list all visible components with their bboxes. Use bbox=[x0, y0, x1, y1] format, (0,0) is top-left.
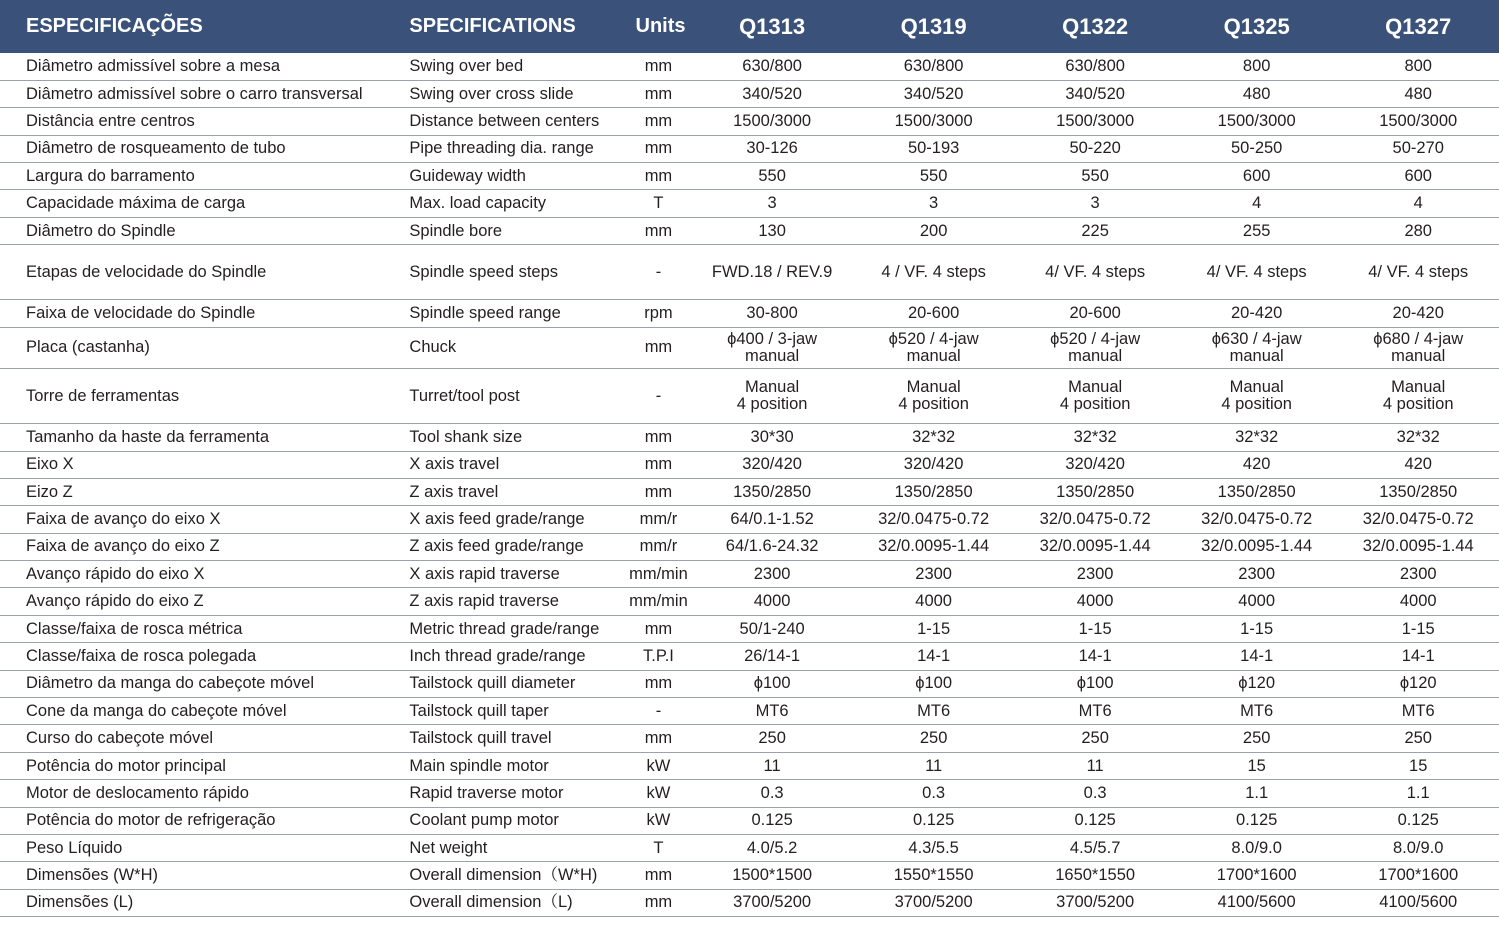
spec-value: 1500/3000 bbox=[1176, 108, 1338, 135]
spec-value-line: ϕ630 / 4-jaw bbox=[1211, 329, 1302, 348]
spec-value: 1550*1550 bbox=[853, 862, 1015, 889]
table-row bbox=[0, 780, 1499, 807]
spec-value: ϕ100 bbox=[691, 670, 853, 697]
spec-label-en: Tailstock quill diameter bbox=[407, 670, 625, 697]
spec-value bbox=[1014, 369, 1176, 424]
spec-value: 4.0/5.2 bbox=[691, 834, 853, 861]
spec-value: 1500/3000 bbox=[853, 108, 1015, 135]
spec-label-en: Swing over bed bbox=[407, 53, 625, 80]
table-row bbox=[0, 807, 1499, 834]
spec-value: 1700*1600 bbox=[1176, 862, 1338, 889]
spec-value: 4000 bbox=[691, 588, 853, 615]
spec-value: 1700*1600 bbox=[1337, 862, 1499, 889]
spec-value: 1350/2850 bbox=[1176, 478, 1338, 505]
spec-value: 4/ VF. 4 steps bbox=[1014, 245, 1176, 300]
spec-value: 50/1-240 bbox=[691, 615, 853, 642]
spec-value: 8.0/9.0 bbox=[1176, 834, 1338, 861]
spec-value: 480 bbox=[1337, 80, 1499, 107]
spec-value: ϕ100 bbox=[853, 670, 1015, 697]
spec-label-pt: Classe/faixa de rosca polegada bbox=[0, 643, 407, 670]
spec-value: 550 bbox=[853, 163, 1015, 190]
spec-value: 1650*1550 bbox=[1014, 862, 1176, 889]
spec-value: 320/420 bbox=[691, 451, 853, 478]
spec-label-en: Rapid traverse motor bbox=[407, 780, 625, 807]
spec-value: 11 bbox=[853, 752, 1015, 779]
spec-value-line: manual bbox=[1229, 346, 1284, 365]
spec-label-en: Turret/tool post bbox=[407, 369, 625, 424]
spec-value: 2300 bbox=[1176, 561, 1338, 588]
spec-value: 20-600 bbox=[1014, 300, 1176, 327]
spec-unit: mm bbox=[626, 80, 692, 107]
spec-value: 32/0.0095-1.44 bbox=[1176, 533, 1338, 560]
spec-value: ϕ120 bbox=[1337, 670, 1499, 697]
spec-label-en: Coolant pump motor bbox=[407, 807, 625, 834]
spec-value-line: 4 position bbox=[1221, 395, 1292, 414]
spec-value: 64/1.6-24.32 bbox=[691, 533, 853, 560]
table-row bbox=[0, 135, 1499, 162]
spec-value: 250 bbox=[1014, 725, 1176, 752]
spec-value: 32*32 bbox=[1014, 424, 1176, 451]
spec-value: 0.3 bbox=[691, 780, 853, 807]
spec-value: 32*32 bbox=[1176, 424, 1338, 451]
spec-value: 0.125 bbox=[1014, 807, 1176, 834]
spec-label-pt: Peso Líquido bbox=[0, 834, 407, 861]
spec-value: 250 bbox=[1176, 725, 1338, 752]
spec-value bbox=[1337, 327, 1499, 369]
spec-value: 420 bbox=[1176, 451, 1338, 478]
spec-value: MT6 bbox=[691, 698, 853, 725]
spec-value: 20-420 bbox=[1337, 300, 1499, 327]
spec-label-en: Swing over cross slide bbox=[407, 80, 625, 107]
spec-value: 600 bbox=[1337, 163, 1499, 190]
spec-unit: mm bbox=[626, 478, 692, 505]
table-row bbox=[0, 53, 1499, 80]
spec-value bbox=[691, 369, 853, 424]
spec-label-pt: Eizo Z bbox=[0, 478, 407, 505]
table-body bbox=[0, 53, 1499, 917]
spec-unit: - bbox=[626, 245, 692, 300]
spec-label-pt: Largura do barramento bbox=[0, 163, 407, 190]
spec-label-pt: Diâmetro do Spindle bbox=[0, 217, 407, 244]
table-row bbox=[0, 80, 1499, 107]
spec-value: 4.3/5.5 bbox=[853, 834, 1015, 861]
spec-value: 32/0.0475-0.72 bbox=[853, 506, 1015, 533]
spec-unit: mm bbox=[626, 217, 692, 244]
spec-unit: mm bbox=[626, 53, 692, 80]
spec-value-line: 4 position bbox=[898, 395, 969, 414]
spec-unit: mm bbox=[626, 889, 692, 916]
spec-value: 250 bbox=[691, 725, 853, 752]
spec-label-pt: Faixa de velocidade do Spindle bbox=[0, 300, 407, 327]
spec-label-pt: Diâmetro admissível sobre o carro transversal bbox=[0, 80, 407, 107]
spec-unit: mm bbox=[626, 862, 692, 889]
spec-value: 32/0.0475-0.72 bbox=[1337, 506, 1499, 533]
spec-value: 800 bbox=[1337, 53, 1499, 80]
spec-label-pt: Diâmetro da manga do cabeçote móvel bbox=[0, 670, 407, 697]
spec-value: 130 bbox=[691, 217, 853, 244]
spec-value: 0.125 bbox=[1176, 807, 1338, 834]
table-row bbox=[0, 533, 1499, 560]
spec-value: 1500/3000 bbox=[1337, 108, 1499, 135]
spec-value: 4000 bbox=[1337, 588, 1499, 615]
spec-value: 0.3 bbox=[853, 780, 1015, 807]
table-row bbox=[0, 190, 1499, 217]
spec-label-en: Spindle bore bbox=[407, 217, 625, 244]
spec-value: 550 bbox=[691, 163, 853, 190]
spec-value: 255 bbox=[1176, 217, 1338, 244]
header-model-q1313: Q1313 bbox=[739, 13, 806, 39]
table-row bbox=[0, 561, 1499, 588]
spec-label-en: Z axis travel bbox=[407, 478, 625, 505]
spec-label-en: X axis rapid traverse bbox=[407, 561, 625, 588]
spec-label-en: Pipe threading dia. range bbox=[407, 135, 625, 162]
spec-unit: kW bbox=[626, 807, 692, 834]
spec-unit: mm bbox=[626, 108, 692, 135]
table-row bbox=[0, 163, 1499, 190]
header-row bbox=[0, 0, 1499, 53]
table-row bbox=[0, 643, 1499, 670]
spec-value: MT6 bbox=[1337, 698, 1499, 725]
spec-value-line: 4 position bbox=[1382, 395, 1454, 414]
spec-value: 3 bbox=[691, 190, 853, 217]
spec-label-en: Overall dimension（W*H) bbox=[407, 862, 625, 889]
spec-unit: T bbox=[626, 834, 692, 861]
spec-value: 225 bbox=[1014, 217, 1176, 244]
spec-value: 1-15 bbox=[1014, 615, 1176, 642]
spec-value bbox=[1014, 327, 1176, 369]
spec-value: 4000 bbox=[853, 588, 1015, 615]
spec-value-line: ϕ520 / 4-jaw bbox=[1050, 329, 1141, 348]
spec-label-en: Z axis feed grade/range bbox=[407, 533, 625, 560]
spec-value: 0.125 bbox=[691, 807, 853, 834]
spec-value: 340/520 bbox=[853, 80, 1015, 107]
spec-unit: mm bbox=[626, 615, 692, 642]
spec-value-line: ϕ400 / 3-jaw bbox=[727, 329, 818, 348]
spec-value: 4 / VF. 4 steps bbox=[853, 245, 1015, 300]
spec-value-line: ϕ680 / 4-jaw bbox=[1373, 329, 1464, 348]
spec-unit: T.P.I bbox=[626, 643, 692, 670]
spec-value: FWD.18 / REV.9 bbox=[691, 245, 853, 300]
spec-label-pt: Diâmetro de rosqueamento de tubo bbox=[0, 135, 407, 162]
table-row bbox=[0, 506, 1499, 533]
spec-label-en: Tailstock quill travel bbox=[407, 725, 625, 752]
spec-value: 3 bbox=[853, 190, 1015, 217]
spec-label-pt: Dimensões (W*H) bbox=[0, 862, 407, 889]
spec-label-en: Guideway width bbox=[407, 163, 625, 190]
spec-value bbox=[853, 327, 1015, 369]
table-row bbox=[0, 108, 1499, 135]
spec-label-pt: Classe/faixa de rosca métrica bbox=[0, 615, 407, 642]
spec-value: 26/14-1 bbox=[691, 643, 853, 670]
spec-value: 3 bbox=[1014, 190, 1176, 217]
spec-label-pt: Faixa de avanço do eixo Z bbox=[0, 533, 407, 560]
spec-label-pt: Placa (castanha) bbox=[0, 327, 407, 369]
spec-label-en: Z axis rapid traverse bbox=[407, 588, 625, 615]
spec-value: 1.1 bbox=[1337, 780, 1499, 807]
spec-unit: mm/r bbox=[626, 533, 692, 560]
spec-unit: - bbox=[626, 698, 692, 725]
spec-value: 50-193 bbox=[853, 135, 1015, 162]
spec-value: 550 bbox=[1014, 163, 1176, 190]
spec-label-pt: Avanço rápido do eixo Z bbox=[0, 588, 407, 615]
spec-value: 1500/3000 bbox=[691, 108, 853, 135]
spec-value: 32/0.0095-1.44 bbox=[1337, 533, 1499, 560]
spec-label-pt: Potência do motor de refrigeração bbox=[0, 807, 407, 834]
spec-value: 32/0.0475-0.72 bbox=[1176, 506, 1338, 533]
table-row bbox=[0, 300, 1499, 327]
spec-label-en: X axis travel bbox=[407, 451, 625, 478]
spec-value: 4000 bbox=[1014, 588, 1176, 615]
spec-label-pt: Eixo X bbox=[0, 451, 407, 478]
spec-value: 3700/5200 bbox=[691, 889, 853, 916]
spec-unit: mm bbox=[626, 163, 692, 190]
spec-unit: mm bbox=[626, 135, 692, 162]
spec-value: 14-1 bbox=[853, 643, 1015, 670]
spec-value: 50-250 bbox=[1176, 135, 1338, 162]
spec-label-pt: Torre de ferramentas bbox=[0, 369, 407, 424]
spec-unit: mm bbox=[626, 725, 692, 752]
header-model-q1327: Q1327 bbox=[1385, 13, 1452, 39]
spec-unit: - bbox=[626, 369, 692, 424]
table-row bbox=[0, 369, 1499, 424]
table-row bbox=[0, 588, 1499, 615]
spec-value: 1500*1500 bbox=[691, 862, 853, 889]
spec-unit: kW bbox=[626, 752, 692, 779]
spec-value: 50-220 bbox=[1014, 135, 1176, 162]
spec-value: 800 bbox=[1176, 53, 1338, 80]
spec-value: MT6 bbox=[853, 698, 1015, 725]
spec-unit: mm bbox=[626, 670, 692, 697]
spec-value: MT6 bbox=[1014, 698, 1176, 725]
spec-value-line: 4 position bbox=[1059, 395, 1131, 414]
spec-label-en: Spindle speed range bbox=[407, 300, 625, 327]
spec-value: 64/0.1-1.52 bbox=[691, 506, 853, 533]
spec-value-line: manual bbox=[906, 346, 961, 365]
spec-label-en: Overall dimension（L) bbox=[407, 889, 625, 916]
spec-value bbox=[1337, 369, 1499, 424]
spec-unit: mm bbox=[626, 424, 692, 451]
spec-value: 0.125 bbox=[1337, 807, 1499, 834]
spec-unit: mm bbox=[626, 327, 692, 369]
header-model-q1322: Q1322 bbox=[1062, 13, 1129, 39]
spec-value-line: Manual bbox=[1391, 378, 1446, 397]
header-units-label: Units bbox=[635, 15, 686, 37]
spec-value: 4100/5600 bbox=[1337, 889, 1499, 916]
spec-label-en: Net weight bbox=[407, 834, 625, 861]
spec-value: 1500/3000 bbox=[1014, 108, 1176, 135]
spec-value: 20-600 bbox=[853, 300, 1015, 327]
spec-value: 280 bbox=[1337, 217, 1499, 244]
spec-label-en: Metric thread grade/range bbox=[407, 615, 625, 642]
spec-value: 15 bbox=[1176, 752, 1338, 779]
spec-value: 4.5/5.7 bbox=[1014, 834, 1176, 861]
table-row bbox=[0, 245, 1499, 300]
spec-label-pt: Motor de deslocamento rápido bbox=[0, 780, 407, 807]
header-model-q1319: Q1319 bbox=[900, 13, 967, 39]
spec-value: ϕ100 bbox=[1014, 670, 1176, 697]
spec-value: 15 bbox=[1337, 752, 1499, 779]
spec-value: 340/520 bbox=[691, 80, 853, 107]
spec-value: 2300 bbox=[1014, 561, 1176, 588]
spec-value: 4100/5600 bbox=[1176, 889, 1338, 916]
spec-label-en: Tailstock quill taper bbox=[407, 698, 625, 725]
spec-value bbox=[853, 369, 1015, 424]
spec-value: 1.1 bbox=[1176, 780, 1338, 807]
spec-label-pt: Distância entre centros bbox=[0, 108, 407, 135]
spec-value: 2300 bbox=[691, 561, 853, 588]
spec-unit: mm/min bbox=[626, 588, 692, 615]
spec-label-en: Inch thread grade/range bbox=[407, 643, 625, 670]
spec-unit: mm bbox=[626, 451, 692, 478]
spec-value: 8.0/9.0 bbox=[1337, 834, 1499, 861]
spec-value: 3700/5200 bbox=[853, 889, 1015, 916]
spec-value bbox=[1176, 369, 1338, 424]
spec-value-line: manual bbox=[1391, 346, 1446, 365]
spec-unit: kW bbox=[626, 780, 692, 807]
spec-value-line: manual bbox=[745, 346, 800, 365]
spec-value: 1350/2850 bbox=[1014, 478, 1176, 505]
table-row bbox=[0, 615, 1499, 642]
spec-value-line: 4 position bbox=[736, 395, 808, 414]
table-row bbox=[0, 862, 1499, 889]
spec-label-en: Spindle speed steps bbox=[407, 245, 625, 300]
spec-value: 14-1 bbox=[1337, 643, 1499, 670]
spec-value-line: Manual bbox=[1068, 378, 1123, 397]
spec-value: 420 bbox=[1337, 451, 1499, 478]
spec-value: 1-15 bbox=[1176, 615, 1338, 642]
spec-value: 630/800 bbox=[691, 53, 853, 80]
table-row bbox=[0, 670, 1499, 697]
spec-value: 30*30 bbox=[691, 424, 853, 451]
spec-value: 320/420 bbox=[1014, 451, 1176, 478]
spec-value bbox=[1176, 327, 1338, 369]
header-model-q1325: Q1325 bbox=[1223, 13, 1290, 39]
spec-value: 630/800 bbox=[1014, 53, 1176, 80]
spec-value: 0.125 bbox=[853, 807, 1015, 834]
table-row bbox=[0, 725, 1499, 752]
spec-value-line: Manual bbox=[906, 378, 961, 397]
spec-value: 4/ VF. 4 steps bbox=[1337, 245, 1499, 300]
spec-label-pt: Dimensões (L) bbox=[0, 889, 407, 916]
spec-label-en: Max. load capacity bbox=[407, 190, 625, 217]
table-row bbox=[0, 889, 1499, 916]
spec-value: 32/0.0095-1.44 bbox=[1014, 533, 1176, 560]
spec-value: 630/800 bbox=[853, 53, 1015, 80]
spec-value: 2300 bbox=[853, 561, 1015, 588]
spec-label-pt: Avanço rápido do eixo X bbox=[0, 561, 407, 588]
spec-value: 250 bbox=[853, 725, 1015, 752]
spec-label-pt: Potência do motor principal bbox=[0, 752, 407, 779]
spec-label-pt: Curso do cabeçote móvel bbox=[0, 725, 407, 752]
spec-value: 1-15 bbox=[1337, 615, 1499, 642]
spec-value: 4 bbox=[1337, 190, 1499, 217]
spec-value: 200 bbox=[853, 217, 1015, 244]
spec-unit: mm/r bbox=[626, 506, 692, 533]
table-row bbox=[0, 834, 1499, 861]
spec-value: 1-15 bbox=[853, 615, 1015, 642]
table-header bbox=[0, 0, 1499, 53]
spec-value: 1350/2850 bbox=[691, 478, 853, 505]
spec-label-pt: Faixa de avanço do eixo X bbox=[0, 506, 407, 533]
spec-value: 32/0.0475-0.72 bbox=[1014, 506, 1176, 533]
spec-value: 30-126 bbox=[691, 135, 853, 162]
spec-value: 2300 bbox=[1337, 561, 1499, 588]
table-row bbox=[0, 327, 1499, 369]
spec-value: 20-420 bbox=[1176, 300, 1338, 327]
table-row bbox=[0, 424, 1499, 451]
spec-value-line: Manual bbox=[745, 378, 800, 397]
spec-value: 0.3 bbox=[1014, 780, 1176, 807]
spec-value bbox=[691, 327, 853, 369]
header-en-label: SPECIFICATIONS bbox=[409, 15, 576, 37]
spec-label-pt: Diâmetro admissível sobre a mesa bbox=[0, 53, 407, 80]
spec-label-pt: Cone da manga do cabeçote móvel bbox=[0, 698, 407, 725]
spec-value: 3700/5200 bbox=[1014, 889, 1176, 916]
spec-value: 11 bbox=[1014, 752, 1176, 779]
spec-label-pt: Capacidade máxima de carga bbox=[0, 190, 407, 217]
spec-value: 32*32 bbox=[1337, 424, 1499, 451]
spec-value: 1350/2850 bbox=[853, 478, 1015, 505]
spec-value: 32*32 bbox=[853, 424, 1015, 451]
spec-unit: T bbox=[626, 190, 692, 217]
spec-label-en: X axis feed grade/range bbox=[407, 506, 625, 533]
spec-label-en: Main spindle motor bbox=[407, 752, 625, 779]
table-row bbox=[0, 451, 1499, 478]
spec-unit: mm/min bbox=[626, 561, 692, 588]
spec-label-en: Tool shank size bbox=[407, 424, 625, 451]
spec-value: 250 bbox=[1337, 725, 1499, 752]
spec-value: ϕ120 bbox=[1176, 670, 1338, 697]
spec-value: 600 bbox=[1176, 163, 1338, 190]
spec-value: 4 bbox=[1176, 190, 1338, 217]
table-row bbox=[0, 217, 1499, 244]
spec-value: 1350/2850 bbox=[1337, 478, 1499, 505]
spec-label-en: Chuck bbox=[407, 327, 625, 369]
spec-value-line: Manual bbox=[1229, 378, 1284, 397]
spec-value: 32/0.0095-1.44 bbox=[853, 533, 1015, 560]
spec-label-en: Distance between centers bbox=[407, 108, 625, 135]
spec-value: 14-1 bbox=[1176, 643, 1338, 670]
spec-value-line: manual bbox=[1068, 346, 1123, 365]
table-row bbox=[0, 698, 1499, 725]
spec-value: 4/ VF. 4 steps bbox=[1176, 245, 1338, 300]
header-pt-label: ESPECIFICAÇÕES bbox=[26, 15, 203, 37]
spec-value: 4000 bbox=[1176, 588, 1338, 615]
spec-value: 50-270 bbox=[1337, 135, 1499, 162]
spec-label-pt: Tamanho da haste da ferramenta bbox=[0, 424, 407, 451]
table-row bbox=[0, 478, 1499, 505]
spec-value: 30-800 bbox=[691, 300, 853, 327]
spec-value: MT6 bbox=[1176, 698, 1338, 725]
spec-label-pt: Etapas de velocidade do Spindle bbox=[0, 245, 407, 300]
spec-unit: rpm bbox=[626, 300, 692, 327]
spec-value: 11 bbox=[691, 752, 853, 779]
spec-value: 14-1 bbox=[1014, 643, 1176, 670]
spec-value: 480 bbox=[1176, 80, 1338, 107]
spec-value: 340/520 bbox=[1014, 80, 1176, 107]
table-row bbox=[0, 752, 1499, 779]
spec-value: 320/420 bbox=[853, 451, 1015, 478]
spec-value-line: ϕ520 / 4-jaw bbox=[888, 329, 979, 348]
